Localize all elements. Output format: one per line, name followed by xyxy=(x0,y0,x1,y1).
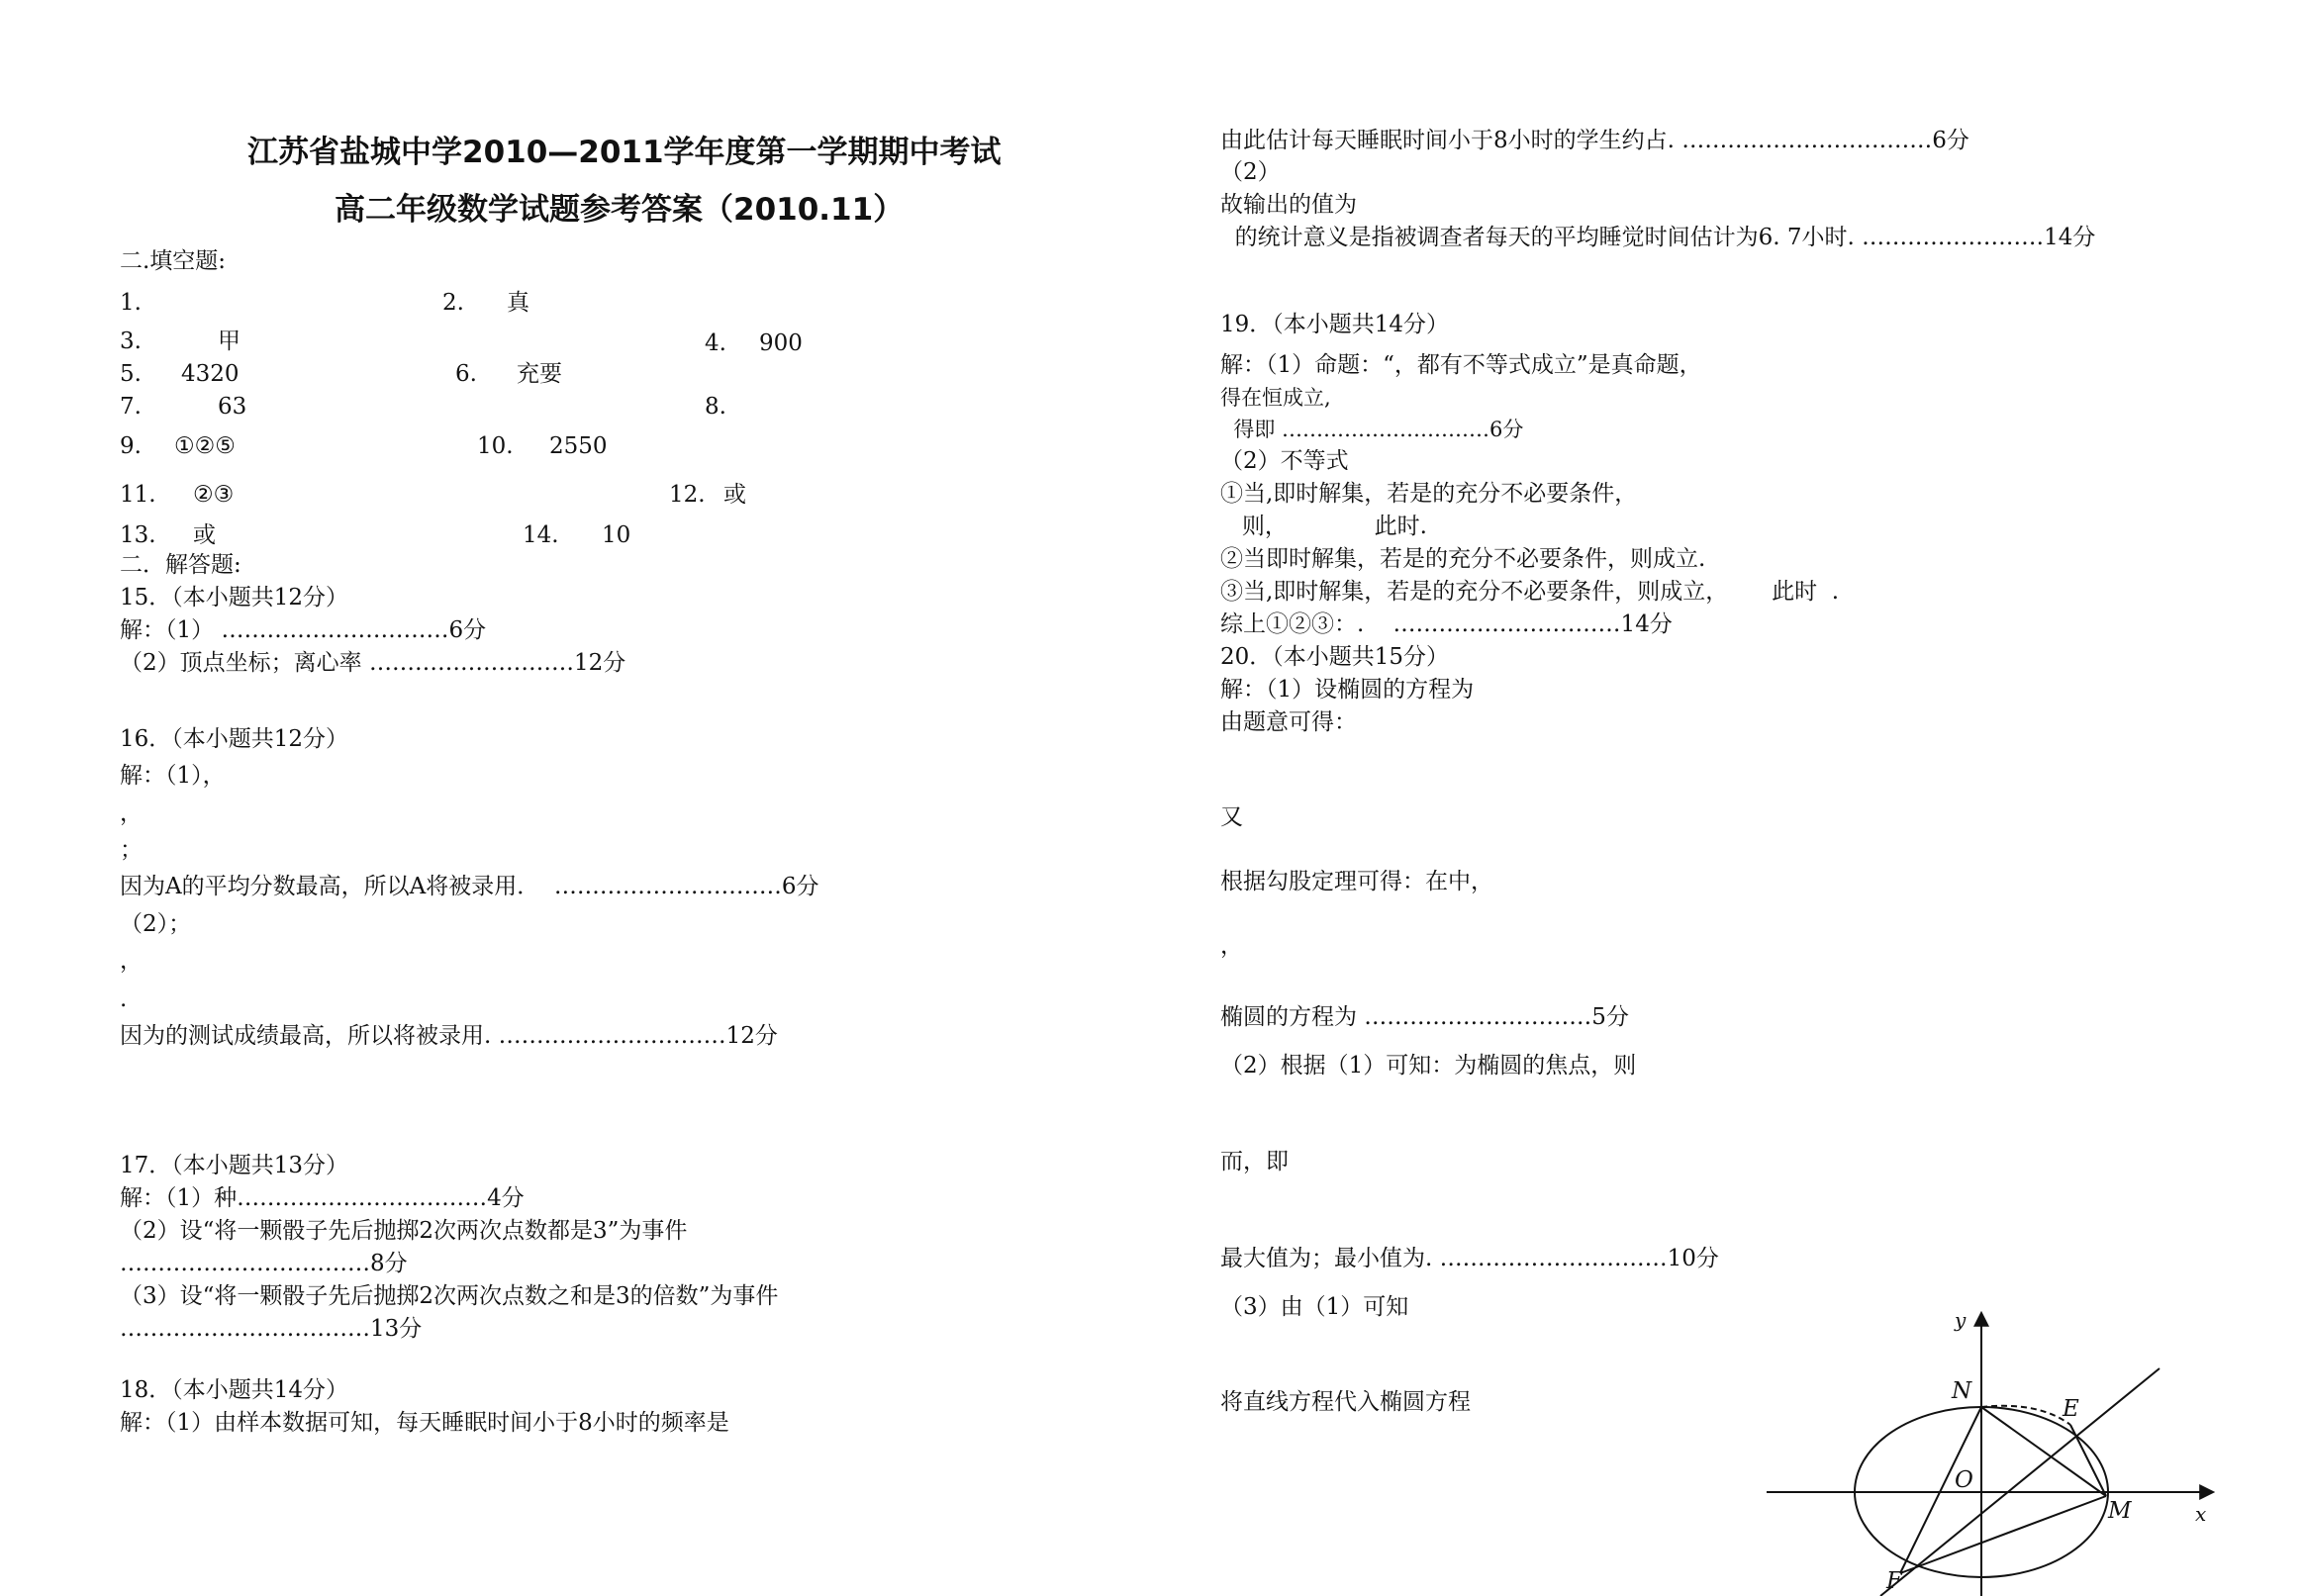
label-m: M xyxy=(2108,1498,2132,1524)
q18-line: 18．（本小题共14分） xyxy=(120,1377,349,1403)
fill-answer: 10 xyxy=(602,522,631,548)
fill-number: 1. xyxy=(120,290,142,316)
fill-answer: ②③ xyxy=(193,482,235,508)
q17-line: （2）设“将一颗骰子先后抛掷2次两次点数都是3”为事件 xyxy=(120,1218,688,1244)
q16-line: . xyxy=(120,986,128,1012)
q20-line: 将直线方程代入椭圆方程 xyxy=(1220,1389,1471,1415)
segment-mf xyxy=(1900,1496,2106,1573)
q15-line: （2）顶点坐标；离心率 ………………………12分 xyxy=(120,650,626,676)
solve-heading: 二．解答题: xyxy=(120,552,241,578)
fill-number: 7. xyxy=(120,394,142,420)
q19-line: ②当即时解集，若是的充分不必要条件，则成立. xyxy=(1220,546,1706,572)
segment-nm xyxy=(1981,1407,2106,1496)
q15-line: 15．（本小题共12分） xyxy=(120,585,349,610)
label-o: O xyxy=(1955,1467,1973,1493)
fill-answer: 充要 xyxy=(517,361,562,387)
fill-number: 9. xyxy=(120,433,142,459)
label-e: E xyxy=(2063,1396,2079,1422)
q18-cont-line: 由此估计每天睡眠时间小于8小时的学生约占. ……………………………6分 xyxy=(1220,128,1969,153)
q17-line: 解：（1）种……………………………4分 xyxy=(120,1185,525,1211)
q20-line: 由题意可得： xyxy=(1220,709,1357,735)
exam-title: 江苏省盐城中学2010—2011学年度第一学期期中考试 xyxy=(247,135,1002,170)
label-x: x xyxy=(2195,1502,2207,1526)
q18-cont-line: （2） xyxy=(1220,159,1281,185)
q19-line: 综上①②③：. …………………………14分 xyxy=(1220,611,1673,637)
label-n: N xyxy=(1952,1378,1972,1404)
fill-number: 3. xyxy=(120,329,142,354)
q17-line: 17．（本小题共13分） xyxy=(120,1153,349,1178)
q16-line: 因为A的平均分数最高，所以A将被录用． …………………………6分 xyxy=(120,874,819,899)
fill-answer: 真 xyxy=(507,290,529,316)
fill-number: 2. xyxy=(442,290,464,316)
fill-number: 10. xyxy=(477,433,514,459)
label-f: F xyxy=(1886,1568,1902,1594)
q17-line: ……………………………8分 xyxy=(120,1251,408,1276)
q19-line: （2）不等式 xyxy=(1220,448,1349,474)
q19-line: 解：（1）命题：“，都有不等式成立”是真命题， xyxy=(1220,352,1702,378)
q20-line: 20．（本小题共15分） xyxy=(1220,644,1450,670)
q20-line: （2）根据（1）可知：为椭圆的焦点，则 xyxy=(1220,1053,1637,1079)
answer-key-title: 高二年级数学试题参考答案（2010.11） xyxy=(335,192,905,228)
fill-number: 4. xyxy=(705,330,726,356)
q19-line: 得在恒成立, xyxy=(1220,386,1331,410)
fill-answer: ①②⑤ xyxy=(174,433,236,459)
q20-line: 最大值为；最小值为. …………………………10分 xyxy=(1220,1246,1719,1271)
arc-ne xyxy=(1981,1406,2070,1425)
fill-number: 8. xyxy=(705,394,726,420)
fill-answer: 2550 xyxy=(549,433,608,459)
segment-me xyxy=(2070,1425,2106,1496)
q18-line: 解：（1）由样本数据可知，每天睡眠时间小于8小时的频率是 xyxy=(120,1410,729,1436)
q16-line: 解：（1）， xyxy=(120,763,226,789)
q17-line: ……………………………13分 xyxy=(120,1316,423,1342)
q19-line: ③当,即时解集，若是的充分不必要条件，则成立， 此时 . xyxy=(1220,579,1840,605)
q16-line: ； xyxy=(120,837,143,863)
q19-line: 19．（本小题共14分） xyxy=(1220,312,1450,337)
q20-line: （3）由（1）可知 xyxy=(1220,1294,1409,1320)
q20-line: 解：（1）设椭圆的方程为 xyxy=(1220,677,1475,703)
fill-number: 13. xyxy=(120,522,156,548)
q15-line: 解：（1） …………………………6分 xyxy=(120,617,487,643)
q16-line: ， xyxy=(120,800,143,826)
fill-answer: 甲 xyxy=(218,329,240,354)
q17-line: （3）设“将一颗骰子先后抛掷2次两次点数之和是3的倍数”为事件 xyxy=(120,1283,779,1309)
q16-line: 因为的测试成绩最高，所以将被录用. …………………………12分 xyxy=(120,1023,778,1049)
line-fe xyxy=(1880,1368,2160,1596)
q19-line: 得即 …………………………6分 xyxy=(1220,418,1524,441)
q20-line: ， xyxy=(1220,933,1243,959)
fill-number: 14. xyxy=(523,522,559,548)
fill-answer: 或 xyxy=(723,482,746,508)
fill-answer: 4320 xyxy=(181,361,240,387)
label-y: y xyxy=(1955,1308,1967,1332)
q20-line: 椭圆的方程为 …………………………5分 xyxy=(1220,1004,1629,1030)
fill-answer: 或 xyxy=(193,522,216,548)
q16-line: 16．（本小题共12分） xyxy=(120,726,349,752)
q19-line: ①当,即时解集，若是的充分不必要条件， xyxy=(1220,481,1638,507)
fill-number: 11. xyxy=(120,482,156,508)
q19-line: 则， 此时. xyxy=(1220,514,1427,539)
fill-number: 6. xyxy=(455,361,477,387)
q20-line: 又 xyxy=(1220,804,1243,830)
q16-line: ， xyxy=(120,948,143,974)
q20-line: 根据勾股定理可得：在中， xyxy=(1220,869,1493,894)
q20-line: 而，即 xyxy=(1220,1149,1289,1174)
fill-answer: 900 xyxy=(759,330,803,356)
q18-cont-line: 的统计意义是指被调查者每天的平均睡觉时间估计为6. 7小时. ……………………14分 xyxy=(1220,225,2096,250)
q18-cont-line: 故输出的值为 xyxy=(1220,192,1357,218)
fill-answer: 63 xyxy=(218,394,247,420)
q16-line: （2）； xyxy=(120,911,192,937)
fill-number: 5. xyxy=(120,361,142,387)
fill-number: 12. xyxy=(669,482,706,508)
fill-heading: 二.填空题: xyxy=(120,248,227,274)
